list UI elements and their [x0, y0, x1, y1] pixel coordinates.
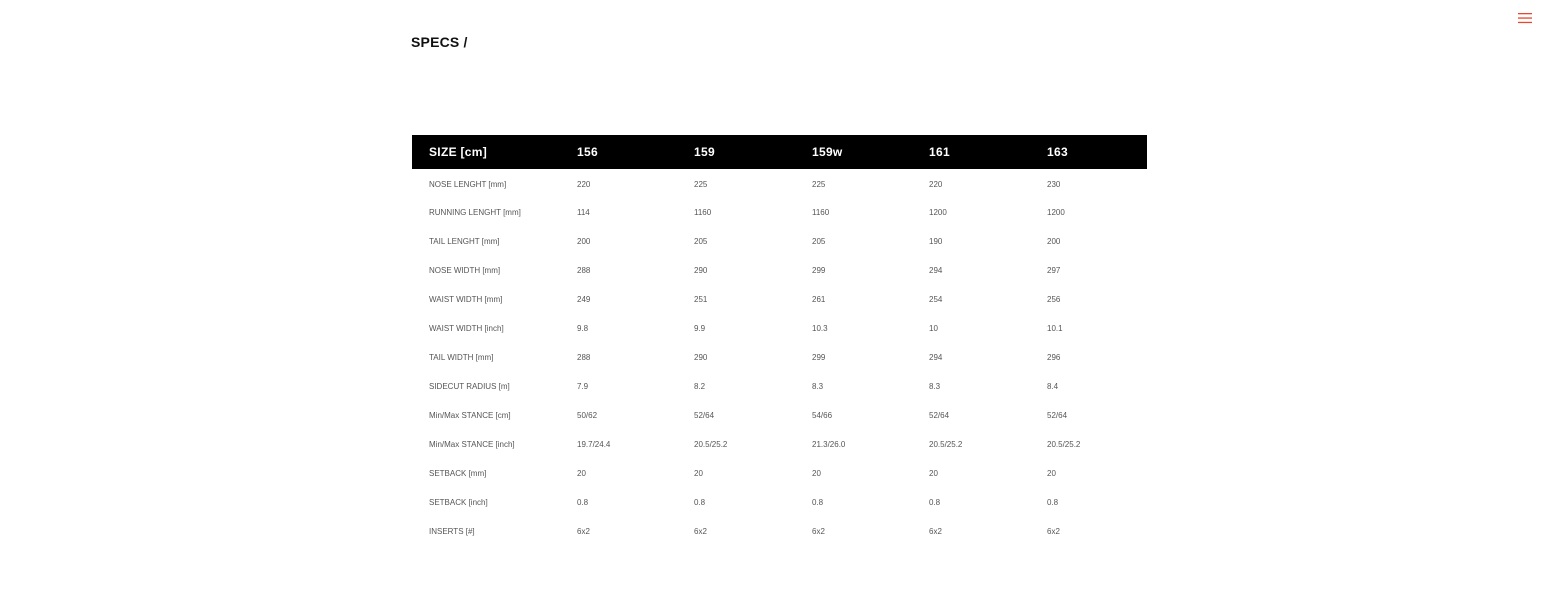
row-label: WAIST WIDTH [inch]: [429, 324, 504, 333]
table-cell: 1160: [812, 208, 830, 217]
table-cell: 52/64: [694, 411, 715, 420]
column-header: 161: [929, 145, 950, 159]
table-cell: 297: [1047, 266, 1061, 275]
table-cell: 6x2: [929, 527, 942, 536]
table-cell: 54/66: [812, 411, 833, 420]
table-cell: 290: [694, 266, 708, 275]
table-cell: 205: [812, 237, 826, 246]
table-cell: 251: [694, 295, 708, 304]
table-row: [412, 372, 1147, 401]
table-cell: 19.7/24.4: [577, 440, 611, 449]
table-cell: 114: [577, 208, 590, 217]
table-cell: 8.2: [694, 382, 706, 391]
table-cell: 200: [577, 237, 591, 246]
table-cell: 8.3: [929, 382, 941, 391]
column-header: 159: [694, 145, 715, 159]
table-cell: 294: [929, 266, 943, 275]
table-cell: 1160: [694, 208, 712, 217]
table-cell: 230: [1047, 179, 1061, 189]
menu-button[interactable]: [1517, 11, 1533, 25]
table-cell: 0.8: [694, 498, 706, 507]
table-cell: 0.8: [929, 498, 941, 507]
specs-table-header: [412, 135, 1147, 169]
table-cell: 7.9: [577, 382, 589, 391]
table-cell: 290: [694, 353, 708, 362]
table-cell: 1200: [929, 208, 947, 217]
column-header: 159w: [812, 145, 843, 159]
column-header: 156: [577, 145, 598, 159]
table-cell: 20.5/25.2: [1047, 440, 1081, 449]
row-label: INSERTS [#]: [429, 527, 475, 536]
table-cell: 20: [694, 469, 703, 478]
row-label: RUNNING LENGHT [mm]: [429, 208, 521, 217]
table-cell: 0.8: [812, 498, 824, 507]
column-header: SIZE [cm]: [429, 145, 488, 159]
table-cell: 261: [812, 295, 826, 304]
table-row: [412, 343, 1147, 372]
table-cell: 200: [1047, 237, 1061, 246]
table-cell: 6x2: [694, 527, 707, 536]
table-row: [412, 517, 1147, 546]
table-cell: 9.9: [694, 324, 706, 333]
row-label: NOSE LENGHT [mm]: [429, 179, 507, 189]
specs-table-body: [412, 169, 1147, 546]
table-cell: 8.4: [1047, 382, 1059, 391]
table-cell: 288: [577, 353, 591, 362]
table-cell: 299: [812, 353, 826, 362]
row-label: NOSE WIDTH [mm]: [429, 266, 501, 275]
row-label: TAIL WIDTH [mm]: [429, 353, 494, 362]
table-cell: 225: [694, 179, 708, 189]
table-cell: 220: [577, 179, 591, 189]
table-row: [412, 488, 1147, 517]
table-row: [412, 256, 1147, 285]
table-cell: 0.8: [1047, 498, 1059, 507]
table-cell: 249: [577, 295, 591, 304]
table-cell: 0.8: [577, 498, 589, 507]
table-cell: 10.1: [1047, 324, 1063, 333]
hamburger-menu-icon: [1517, 11, 1533, 25]
table-cell: 20: [1047, 469, 1056, 478]
table-cell: 20.5/25.2: [694, 440, 728, 449]
table-cell: 50/62: [577, 411, 598, 420]
table-row: [412, 430, 1147, 459]
table-row: [412, 285, 1147, 314]
table-cell: 6x2: [812, 527, 825, 536]
table-cell: 254: [929, 295, 943, 304]
table-cell: 190: [929, 237, 943, 246]
table-cell: 288: [577, 266, 591, 275]
table-row: [412, 169, 1147, 198]
table-cell: 20: [812, 469, 821, 478]
table-cell: 296: [1047, 353, 1061, 362]
row-label: Min/Max STANCE [cm]: [429, 411, 511, 420]
row-label: TAIL LENGHT [mm]: [429, 237, 500, 246]
table-cell: 205: [694, 237, 708, 246]
table-row: [412, 198, 1147, 227]
row-label: SIDECUT RADIUS [m]: [429, 382, 510, 391]
table-cell: 8.3: [812, 382, 824, 391]
table-row: [412, 227, 1147, 256]
table-cell: 20.5/25.2: [929, 440, 963, 449]
table-cell: 1200: [1047, 208, 1065, 217]
table-cell: 20: [929, 469, 938, 478]
row-label: Min/Max STANCE [inch]: [429, 440, 515, 449]
column-header: 163: [1047, 145, 1068, 159]
table-cell: 256: [1047, 295, 1061, 304]
table-cell: 21.3/26.0: [812, 440, 846, 449]
specs-table: [412, 135, 1147, 546]
table-cell: 6x2: [577, 527, 590, 536]
table-cell: 10.3: [812, 324, 828, 333]
table-cell: 225: [812, 179, 826, 189]
row-label: SETBACK [inch]: [429, 498, 488, 507]
table-cell: 10: [929, 324, 938, 333]
section-title: SPECS /: [411, 34, 468, 50]
header-row: [412, 135, 1147, 169]
table-cell: 299: [812, 266, 826, 275]
table-cell: 20: [577, 469, 586, 478]
table-cell: 294: [929, 353, 943, 362]
row-label: WAIST WIDTH [mm]: [429, 295, 503, 304]
table-cell: 9.8: [577, 324, 589, 333]
row-label: SETBACK [mm]: [429, 469, 487, 478]
table-cell: 6x2: [1047, 527, 1060, 536]
table-cell: 52/64: [929, 411, 950, 420]
table-row: [412, 314, 1147, 343]
table-cell: 220: [929, 179, 943, 189]
table-cell: 52/64: [1047, 411, 1068, 420]
table-row: [412, 459, 1147, 488]
table-row: [412, 401, 1147, 430]
